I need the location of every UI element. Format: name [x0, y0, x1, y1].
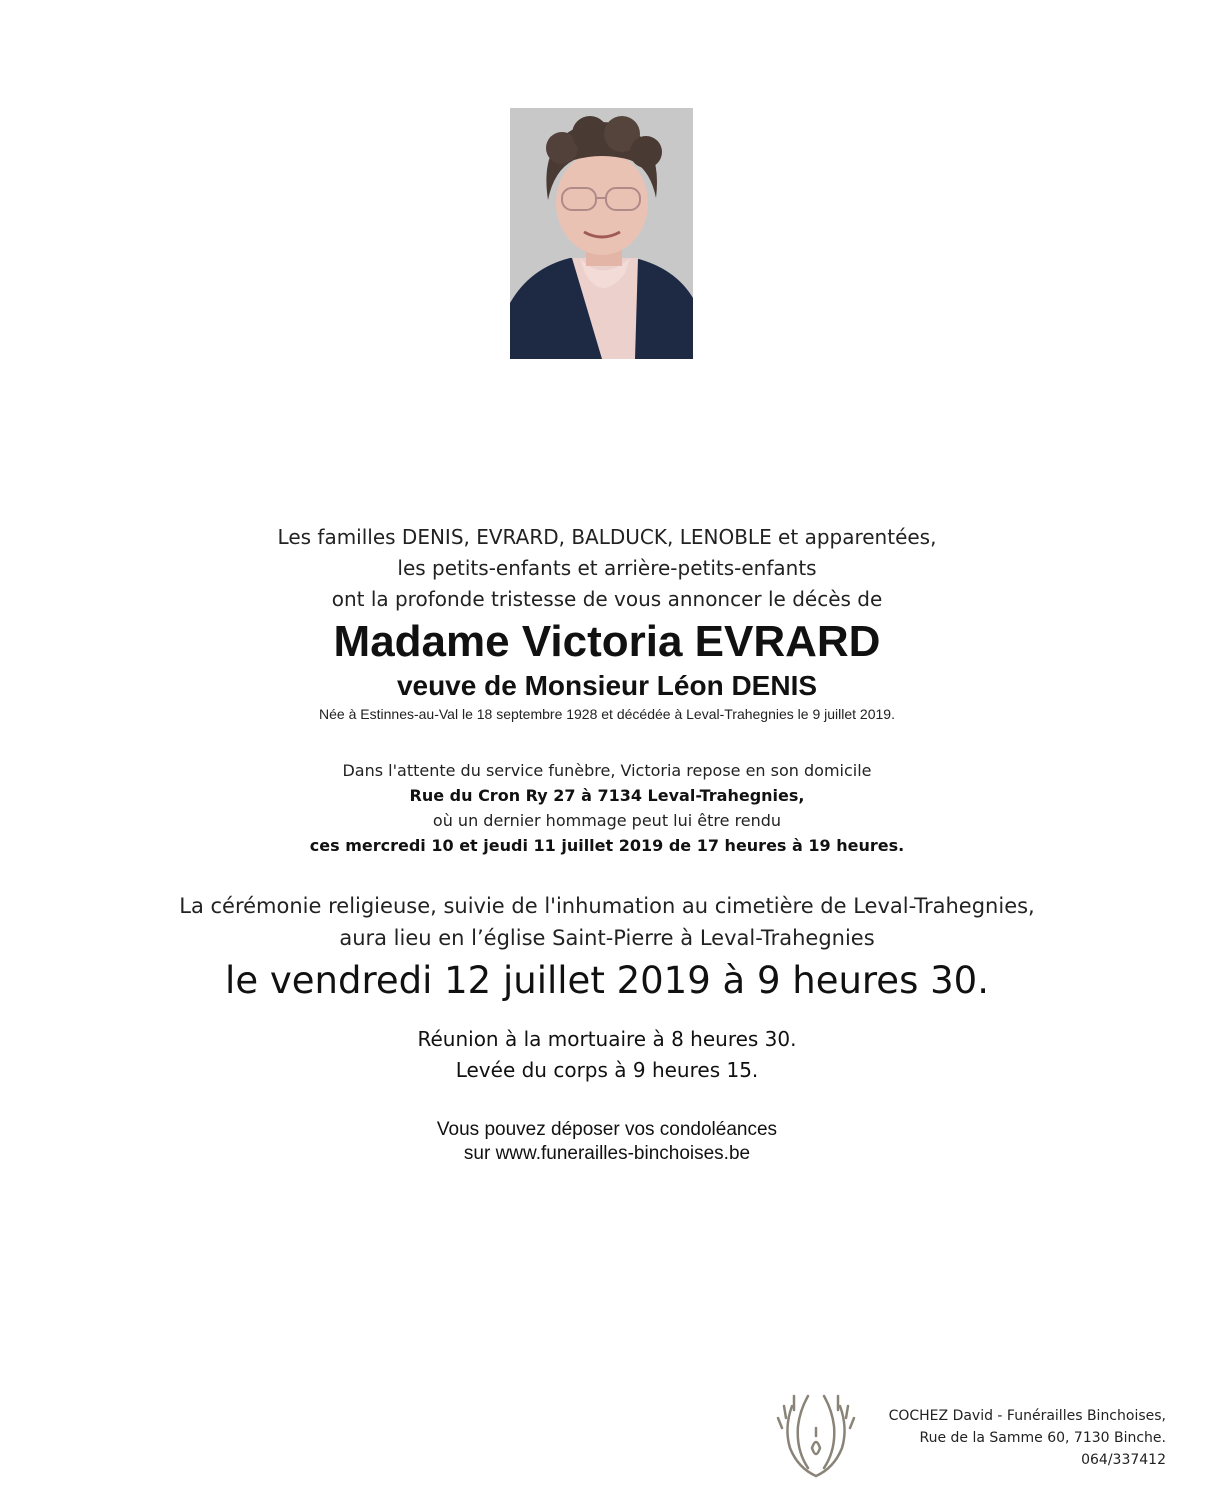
condolences-link: sur www.funerailles-binchoises.be	[463, 1143, 751, 1164]
family-announcement	[0, 522, 1214, 615]
intro-line: les petits-enfants et arrière-petits-enfants	[397, 556, 817, 580]
funeral-home-name: COCHEZ David - Funérailles Binchoises,	[888, 1408, 1166, 1424]
meeting-line: Levée du corps à 9 heures 15.	[455, 1058, 759, 1082]
condolences-info	[0, 1118, 1214, 1166]
meeting-line: Réunion à la mortuaire à 8 heures 30.	[417, 1027, 797, 1051]
ceremony-date: le vendredi 12 juillet 2019 à 9 heures 30.	[225, 959, 989, 1002]
funeral-home-phone: 064/337412	[1081, 1452, 1166, 1468]
ceremony-info	[0, 890, 1214, 954]
intro-line: ont la profonde tristesse de vous annoncer le décès de	[331, 587, 883, 611]
ceremony-line: aura lieu en l’église Saint-Pierre à Leval-Trahegnies	[339, 926, 875, 950]
widow-of: veuve de Monsieur Léon DENIS	[396, 670, 818, 701]
meeting-info	[0, 1024, 1214, 1086]
portrait-photo	[510, 108, 693, 359]
wake-times: ces mercredi 10 et jeudi 11 juillet 2019 de 17 heures à 19 heures.	[309, 836, 905, 855]
wake-line: Dans l'attente du service funèbre, Victoria repose en son domicile	[342, 761, 872, 780]
wake-info	[0, 758, 1214, 858]
ceremony-line: La cérémonie religieuse, suivie de l'inhumation au cimetière de Leval-Trahegnies,	[179, 894, 1035, 918]
funeral-home-address: Rue de la Samme 60, 7130 Binche.	[919, 1430, 1166, 1446]
wake-line: où un dernier hommage peut lui être rendu	[432, 811, 782, 830]
wake-address: Rue du Cron Ry 27 à 7134 Leval-Trahegnies,	[409, 786, 805, 805]
deceased-name: Madame Victoria EVRARD	[333, 617, 881, 666]
birth-death-dates: Née à Estinnes-au-Val le 18 septembre 1928 et décédée à Leval-Trahegnies le 9 juillet 2019.	[319, 706, 895, 722]
intro-line: Les familles DENIS, EVRARD, BALDUCK, LENOBLE et apparentées,	[277, 525, 937, 549]
phoenix-logo-icon	[768, 1388, 864, 1480]
funeral-home-info	[889, 1405, 1166, 1471]
condolences-line: Vous pouvez déposer vos condoléances	[436, 1119, 778, 1140]
